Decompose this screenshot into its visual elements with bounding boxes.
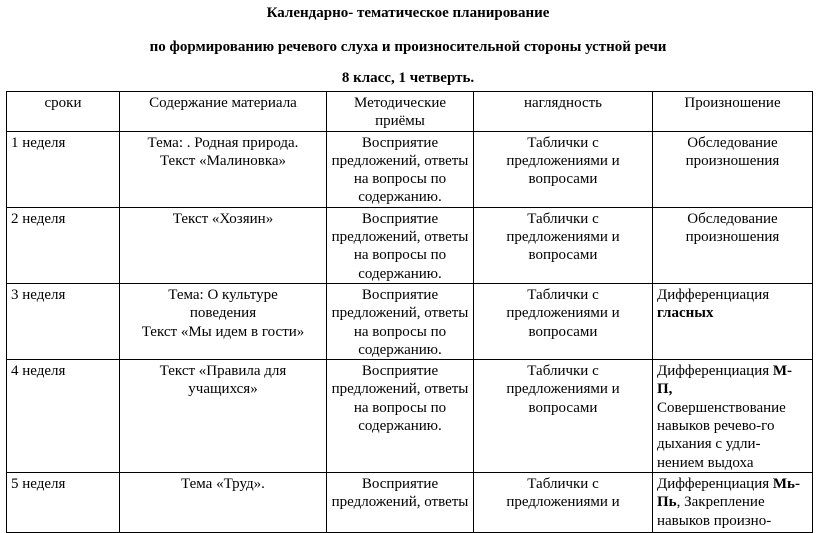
- visual-aids-cell: Таблички с предложениями и вопросами: [474, 360, 653, 473]
- methods-cell: Восприятие предложений, ответы на вопросы по содержанию.: [327, 360, 474, 473]
- visual-aids-cell: Таблички с предложениями и вопросами: [474, 283, 653, 359]
- pronunciation-cell: Обследование произношения: [653, 207, 813, 283]
- content-cell: Тема: . Родная природа. Текст «Малиновка»: [120, 131, 327, 207]
- methods-cell: Восприятие предложений, ответы на вопросы по содержанию.: [327, 207, 474, 283]
- table-row: [7, 283, 813, 359]
- methods-cell: Восприятие предложений, ответы на вопросы по содержанию.: [327, 283, 474, 359]
- class-quarter-label: 8 класс, 1 четверть.: [341, 70, 475, 86]
- content-cell: Текст «Хозяин»: [120, 207, 327, 283]
- table-row: [7, 472, 813, 532]
- table-row: [7, 360, 813, 473]
- column-header-content: Содержание материала: [120, 92, 327, 132]
- pronunciation-cell: Дифференциация М- П, Совершенствование навыков речево-го дыхания с удли- нением выдоха: [653, 360, 813, 473]
- methods-cell: Восприятие предложений, ответы на вопросы по содержанию.: [327, 131, 474, 207]
- table-header-row: [7, 92, 813, 132]
- column-header-visual-aids: наглядность: [474, 92, 653, 132]
- column-header-methods: Методические приёмы: [327, 92, 474, 132]
- methods-cell: Восприятие предложений, ответы: [327, 472, 474, 532]
- content-cell: Текст «Правила для учащихся»: [120, 360, 327, 473]
- table-row: [7, 207, 813, 283]
- content-cell: Тема «Труд».: [120, 472, 327, 532]
- pronunciation-cell: Дифференциация Мь- Пь, Закрепление навыков произно-: [653, 472, 813, 532]
- week-cell: 3 неделя: [7, 283, 120, 359]
- pronunciation-cell: Обследование произношения: [653, 131, 813, 207]
- planning-table: [6, 91, 813, 533]
- visual-aids-cell: Таблички с предложениями и вопросами: [474, 207, 653, 283]
- pronunciation-cell: Дифференциация гласных: [653, 283, 813, 359]
- week-cell: 4 неделя: [7, 360, 120, 473]
- column-header-pronunciation: Произношение: [653, 92, 813, 132]
- content-cell: Тема: О культуре поведения Текст «Мы идем в гости»: [120, 283, 327, 359]
- table-row: [7, 131, 813, 207]
- column-header-weeks: сроки: [7, 92, 120, 132]
- week-cell: 2 неделя: [7, 207, 120, 283]
- week-cell: 1 неделя: [7, 131, 120, 207]
- document-subtitle: по формированию речевого слуха и произносительной стороны устной речи: [149, 39, 667, 55]
- visual-aids-cell: Таблички с предложениями и вопросами: [474, 131, 653, 207]
- document-title: Календарно- тематическое планирование: [266, 5, 550, 21]
- week-cell: 5 неделя: [7, 472, 120, 532]
- visual-aids-cell: Таблички с предложениями и: [474, 472, 653, 532]
